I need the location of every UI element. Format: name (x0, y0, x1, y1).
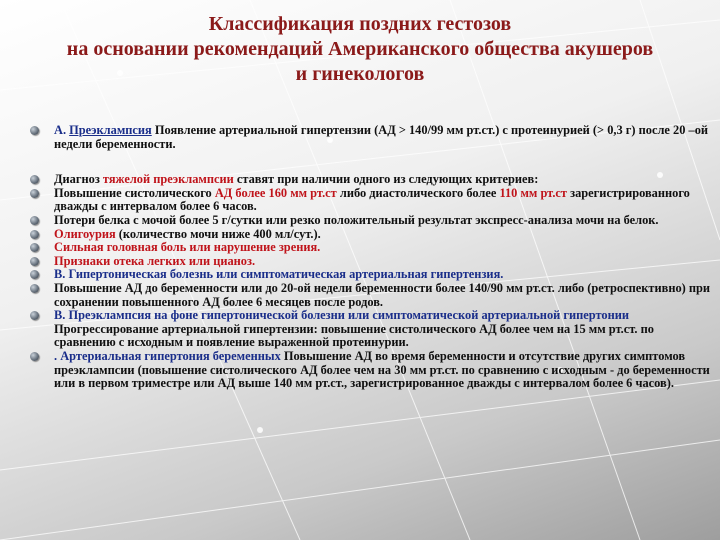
bullet-icon (30, 284, 39, 293)
list-item-severe-criteria (30, 173, 714, 187)
bullet-icon (30, 257, 39, 266)
item-text: Повышение АД до беременности или до 20-ой недели беременности более 140/90 мм рт.ст. либо (ретроспективно) при сохранении повышенного АД более 6 месяцев после родов. (54, 280, 711, 309)
list-item-preeclampsia (30, 124, 714, 151)
bullet-icon (30, 311, 39, 320)
title-line-1: Классификация поздних гестозов (208, 13, 512, 35)
bullet-icon (30, 126, 39, 135)
item-text: Признаки отека легких или цианоз. (54, 253, 256, 268)
item-term: Олигоурия (54, 226, 116, 241)
item-term: . Артериальная гипертония беременных (54, 348, 281, 363)
item-text: (количество мочи ниже 400 мл/сут.). (115, 226, 321, 241)
item-prefix: А. (54, 123, 70, 137)
bullet-icon (30, 270, 39, 279)
item-text: В. Гипертоническая болезнь или симптоматическая артериальная гипертензия. (54, 267, 504, 282)
list-item-hypertension-definition (30, 282, 714, 309)
item-text: Повышение АД во время беременности и отсутствие других симптомов преэклампсии (повышение систолического АД более чем на 30 мм рт.ст. по сравнению с исходным - до беременности или в первом триместре или АД выше 140 мм рт.ст., зарегистрированное дважды с интервалом более 6 часов). (54, 348, 710, 391)
bullet-icon (30, 352, 39, 361)
item-highlight-diastolic: 110 мм рт.ст (499, 185, 568, 200)
bullet-icon (30, 175, 39, 184)
list-item-protein-loss (30, 214, 714, 228)
item-term: В. Преэклампсия на фоне гипертонической болезни или симптоматической артериальной гипертонии (54, 308, 630, 323)
item-text: Сильная головная боль или нарушение зрения. (54, 240, 321, 255)
item-term: Преэклампсия (69, 123, 152, 137)
list-item-gestational-hypertension (30, 350, 714, 391)
item-text-middle: либо диастолического более (336, 185, 500, 200)
list-item-oliguria (30, 228, 714, 242)
list-item-lung-edema (30, 255, 714, 269)
bullet-icon (30, 189, 39, 198)
page-title (0, 12, 720, 87)
classification-list (30, 124, 714, 391)
item-text-tail: ставят при наличии одного из следующих критериев: (233, 172, 539, 187)
list-item-hypertension-heading (30, 268, 714, 282)
item-text: Диагноз (54, 172, 103, 187)
list-item-headache (30, 241, 714, 255)
item-text: Появление артериальной гипертензии (АД > 140/99 мм рт.ст.) с протеинурией (> 0,3 г) после 20 –ой недели беременности. (54, 123, 709, 151)
item-term: тяжелой преэклампсии (102, 172, 234, 187)
item-text: Потери белка с мочой более 5 г/сутки или резко положительный результат экспресс-анализа мочи на белок. (54, 212, 659, 227)
item-text: Повышение систолического (54, 185, 215, 200)
bullet-icon (30, 230, 39, 239)
title-line-3: и гинекологов (295, 63, 425, 85)
bullet-icon (30, 243, 39, 252)
bullet-icon (30, 216, 39, 225)
list-item-blood-pressure (30, 187, 714, 214)
item-text: Прогрессирование артериальной гипертензии: повышение систолического АД более чем на 15 мм рт.ст. по сравнению с исходным и появление выраженной протеинурии. (54, 321, 654, 350)
list-item-superimposed-preeclampsia (30, 309, 714, 350)
item-highlight-systolic: АД более 160 мм рт.ст (214, 185, 337, 200)
title-line-2: на основании рекомендаций Американского общества акушеров (66, 38, 654, 60)
item-text-tail: зарегистрированного дважды с интервалом более 6 часов. (54, 185, 690, 214)
